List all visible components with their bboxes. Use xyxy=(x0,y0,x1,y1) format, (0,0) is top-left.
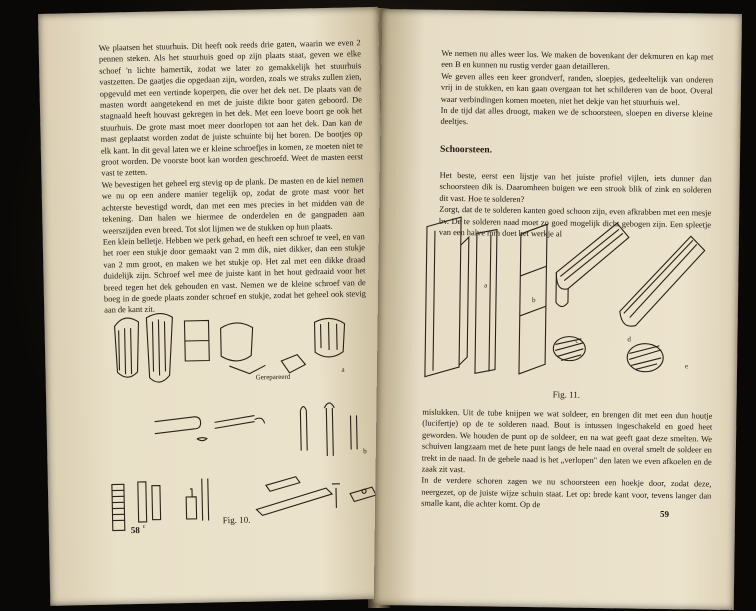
section-heading-schoorsteen: Schoorsteen. xyxy=(440,143,493,156)
fig-10-caption: Fig. 10. xyxy=(222,514,251,526)
svg-text:a: a xyxy=(484,281,488,290)
right-page-body-top: We nemen nu alles weer los. We maken de bovenkant der dekmuren en kap met een B en kunnen nu rustig verder gaan detailleren. We geven alles een keer grondverf, randen, sloepjes, gedeeltelijk van onderen vrij in de stukken, en kan gaan overgaan tot het schilderen van de boot. Overal waar verbindingen komen moeten, niet het dekje van het stuurhuis wel. In de tijd dat alles droogt, maken we de schoorsteen, sloepen en diverse kleine deeltjes. xyxy=(440,48,714,127)
right-page-body-mid: Het beste, eerst een lijstje van het juiste profiel vijlen, iets dunner dan schoorsteen dik is. Daaromheen buigen we een strook blik of zink en solderen dit vast. Hoe te solderen? Zorgt, dat de te solderen kanten goed schoon zijn, even afkrabben met een mesje bv. De te solderen naad moet zo goed mogelijk dicht gebogen zijn. Een spleetje van een halve mm doet het werkje al xyxy=(438,170,712,239)
left-page-number: 58 xyxy=(130,524,140,536)
left-page xyxy=(38,7,390,606)
right-page xyxy=(374,9,742,610)
svg-text:a: a xyxy=(341,365,345,374)
fig-11-caption: Fig. 11. xyxy=(552,389,581,400)
right-page-number: 59 xyxy=(659,508,670,520)
svg-text:b: b xyxy=(531,296,536,305)
svg-text:c: c xyxy=(575,336,579,345)
left-page-body: We plaatsen het stuurhuis. Dit heeft ook reeds drie gaten, waarin we even 2 pennen steken. Als het stuurhuis goed op zijn plaats staat, geven we elke schoef 'n lichte hamertik, zodat we later zo gemakkelijk het stuurhuis vastzetten. De gaatjes die opgedaan zijn, worden, zoals we straks zullen zien, opgevuld met een vertinde koperpen, die over het dek net. De plaats van de masten wordt aangetekend en met de juiste dikte boor gaten geboord. De stagnaald heeft houvast gekregen in het dek. Met een loeve boort ge ook het stuurhuis. De grote mast moet meer doorlopen tot aan het dek. Dan kan de mast geplaatst worden zodat de juiste schuinte bij het boren. De bootjes op elk kant. In dit geval laten we er kleine schroefjes in komen, ze moeten niet te groot worden. De voorste boot kan worden geschroefd. Weet de masten eerst vast te zetten. We bevestigen het geheel erg stevig op de plank. De masten en de kiel nemen we nu op een andere manier tegelijk op, zodat de grote mast voor het achterste bevestigd wordt, dan met een mes precies in het midden van de tekening. Dan halen we hiermee de onderdelen en de gangpaden aan weerszijden even breed. Tot slot lijmen we de stukken op hun plaats. Een klein belletje. Hebben we perk gehad, en heeft een schroef te veel, en van het roer een stukje door gemaakt van 2 mm dik, niet dikker, dan een stukje van 2 mm groot, en maken we het stukje op. Het zal met een dikke draad duidelijk zijn. Schroef wel mee de juiste kant in het hout gedraaid voor het breed tegen het dek gehouden en vast. Nemen we de kleine schroef van de boeg in de goede plaats zonder schroef en stukje, zodat het geheel ook stevig aan de kant zit. xyxy=(98,38,367,316)
svg-text:e: e xyxy=(685,362,689,371)
svg-text:c: c xyxy=(142,523,146,530)
svg-text:d: d xyxy=(627,335,632,344)
svg-text:b: b xyxy=(363,447,367,456)
fig-10-top-drawings xyxy=(104,301,368,398)
right-page-body-bottom: mislukken. Uit de tube knijpen we wat soldeer, en brengen dit met een dun houtje (lucifertje) op de te solderen naad. Bout is intussen ingeschakeld en goed heet geworden. We houden de punt op de soldeer, en na wat geeft gaat deze smelten. We schuiven langzaam met de hete punt langs de hele naad en overal smelt de soldeer en trekt in de naad. In de gehele naad is het „verlopen" den laten we even afkoelen en de zaak zit vast. In de verdere schoren zagen we nu schoorsteen een hoekje door, zodat deze, neergezet, op de juiste wijze schuin staat. Let op: brede kant voor, tevens langer dan smalle kant, die achter komt. Op de xyxy=(421,407,713,510)
svg-text:Gerepareerd: Gerepareerd xyxy=(255,372,291,382)
fig-11-drawings xyxy=(419,215,716,389)
